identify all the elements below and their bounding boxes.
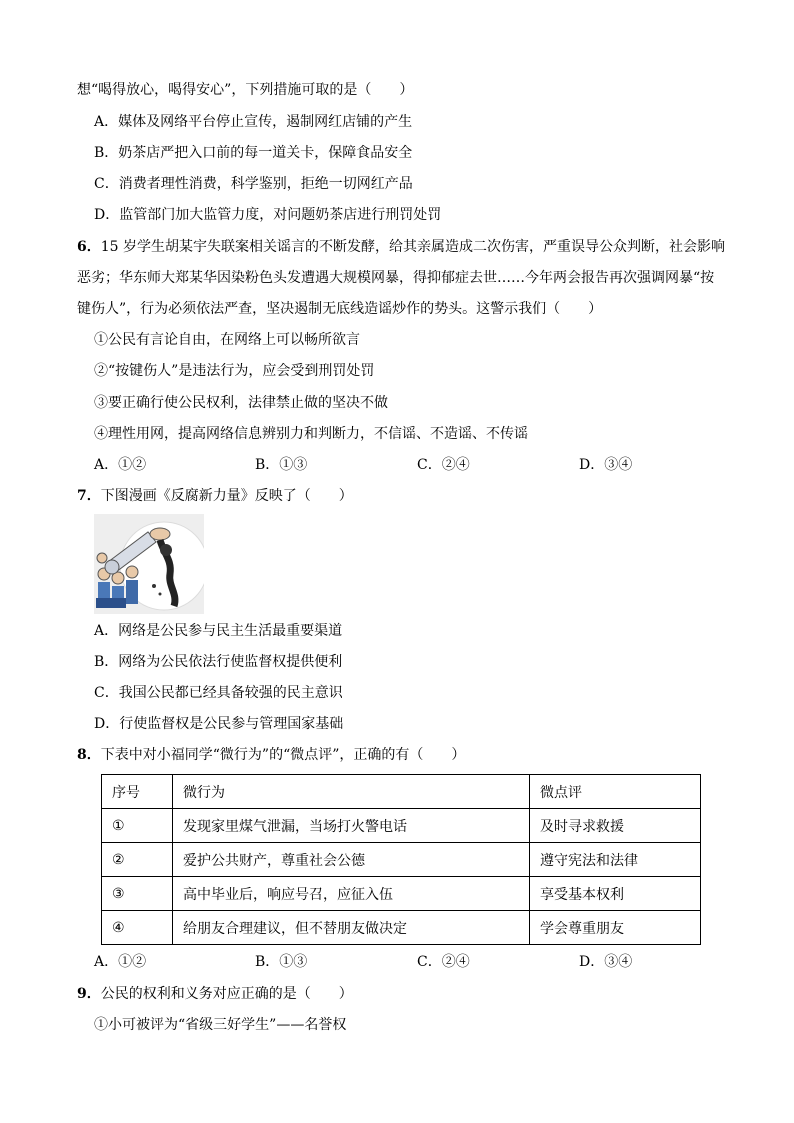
q6-choice-a: A．①② [94,457,147,473]
anti-corruption-cartoon [94,514,204,614]
q8-choice-d: D．③④ [579,954,633,970]
q8-stem: 8．下表中对小福同学“微行为”的“微点评”，正确的有（ ） [77,747,466,763]
q6-choice-d: D．③④ [579,457,633,473]
q6-stem-line-1: 6．15 岁学生胡某宇失联案相关谣言的不断发酵，给其亲属造成二次伤害，严重误导公众判断，社会影响 [77,239,726,255]
table-cell: 学会尊重朋友 [530,911,701,945]
q5-option-c: C．消费者理性消费，科学鉴别，拒绝一切网红产品 [94,176,413,192]
q7-stem: 7．下图漫画《反腐新力量》反映了（ ） [77,488,353,504]
q7-option-a: A．网络是公民参与民主生活最重要渠道 [94,623,343,639]
q8-choice-a: A．①② [94,954,147,970]
q8-number: 8． [77,747,101,763]
table-row [102,843,701,877]
q8-choice-c: C．②④ [417,954,470,970]
q5-stem-tail: 想“喝得放心，喝得安心”，下列措施可取的是（ ） [77,82,414,98]
q6-statement-3: ③要正确行使公民权利，法律禁止做的坚决不做 [94,395,388,411]
q6-stem-line-2: 恶劣；华东师大郑某华因染粉色头发遭遇大规模网暴，得抑郁症去世……今年两会报告再次强调网暴“按 [77,270,715,286]
q7-option-c: C．我国公民都已经具备较强的民主意识 [94,685,343,701]
q7-option-d: D．行使监督权是公民参与管理国家基础 [94,716,344,732]
q6-statement-1: ①公民有言论自由，在网络上可以畅所欲言 [94,332,360,348]
table-cell: 给朋友合理建议，但不替朋友做决定 [173,911,530,945]
table-cell: 遵守宪法和法律 [530,843,701,877]
table-header-cell: 微点评 [530,775,701,809]
table-header-cell: 序号 [102,775,173,809]
q5-option-b: B．奶茶店严把入口前的每一道关卡，保障食品安全 [94,145,413,161]
table-cell: ② [102,843,173,877]
q8-choice-b: B．①③ [255,954,308,970]
cartoon-illustration [94,514,204,614]
q5-option-d: D．监管部门加大监管力度，对问题奶茶店进行刑罚处罚 [94,207,442,223]
q6-statement-2: ②“按键伤人”是违法行为，应会受到刑罚处罚 [94,363,375,379]
table-header-row [102,775,701,809]
q7-number: 7． [77,488,101,504]
table-row [102,877,701,911]
q8-table [101,774,701,945]
q7-option-b: B．网络为公民依法行使监督权提供便利 [94,654,343,670]
q9-stem: 9．公民的权利和义务对应正确的是（ ） [77,986,353,1002]
table-cell: ④ [102,911,173,945]
table-cell: 爱护公共财产，尊重社会公德 [173,843,530,877]
q9-number: 9． [77,986,101,1002]
q5-option-a: A．媒体及网络平台停止宣传，遏制网红店铺的产生 [94,114,413,130]
table-cell: 享受基本权利 [530,877,701,911]
q6-number: 6． [77,239,101,255]
q9-statement-1: ①小可被评为“省级三好学生”——名誉权 [94,1017,347,1033]
table-row [102,911,701,945]
table-cell: ③ [102,877,173,911]
table-cell: ① [102,809,173,843]
table-cell: 及时寻求救援 [530,809,701,843]
table-row [102,809,701,843]
table-header-cell: 微行为 [173,775,530,809]
table-cell: 高中毕业后，响应号召，应征入伍 [173,877,530,911]
q6-stem-line-3: 键伤人”，行为必须依法严查，坚决遏制无底线造谣炒作的势头。这警示我们（ ） [77,301,603,317]
table-cell: 发现家里煤气泄漏，当场打火警电话 [173,809,530,843]
q6-statement-4: ④理性用网，提高网络信息辨别力和判断力，不信谣、不造谣、不传谣 [94,426,528,442]
q6-choice-c: C．②④ [417,457,470,473]
q6-choice-b: B．①③ [255,457,308,473]
